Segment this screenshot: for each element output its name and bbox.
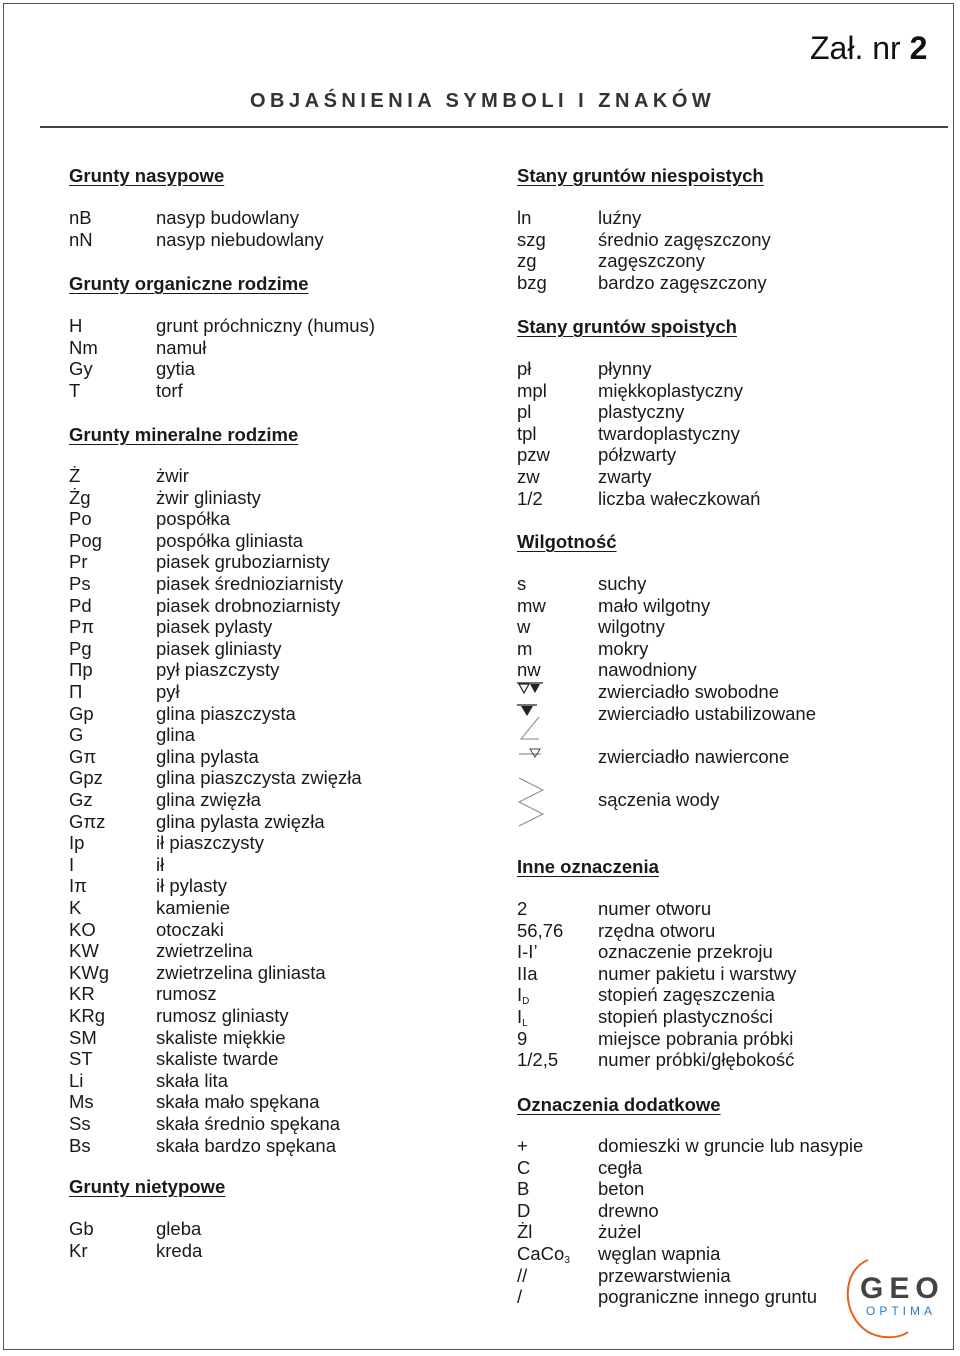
section-heading-spoiste: Stany gruntów spoistych	[517, 316, 737, 337]
legend-symbol	[69, 1005, 105, 1026]
symbol-text: w	[517, 616, 531, 638]
symbol-text: Pog	[69, 529, 102, 551]
legend-symbol	[517, 1028, 527, 1049]
legend-symbol	[517, 358, 531, 379]
legend-description: pospółka gliniasta	[156, 529, 304, 551]
symbol-text: I	[69, 853, 75, 875]
legend-symbol	[69, 487, 91, 508]
symbol-text: nw	[517, 659, 541, 681]
legend-symbol	[69, 1135, 91, 1156]
legend-symbol	[69, 1070, 83, 1091]
legend-description: węglan wapnia	[598, 1243, 721, 1264]
symbol-text: Gp	[69, 702, 94, 724]
legend-description: nasyp budowlany	[156, 207, 299, 228]
legend-description: ił piaszczysty	[156, 832, 264, 854]
water-table-free-icon	[517, 681, 547, 704]
legend-description: sączenia wody	[598, 789, 720, 810]
symbol-text: CaCo	[517, 1243, 565, 1264]
symbol-text: Iπ	[69, 875, 87, 897]
legend-description: skała średnio spękana	[156, 1113, 341, 1134]
legend-description: domieszki w gruncie lub nasypie	[598, 1135, 864, 1156]
symbol-text: nN	[69, 228, 93, 250]
legend-description: rzędna otworu	[598, 919, 716, 941]
legend-symbol	[517, 1286, 522, 1307]
legend-description: grunt próchniczny (humus)	[156, 315, 376, 336]
legend-symbol	[517, 638, 532, 659]
legend-symbol	[69, 207, 92, 228]
symbol-text: KW	[69, 940, 99, 962]
symbol-text: m	[517, 637, 533, 659]
symbol-text: Pd	[69, 594, 92, 616]
symbol-text: Gpz	[69, 767, 103, 789]
symbol-text: H	[69, 315, 83, 336]
legend-description: skała bardzo spękana	[156, 1134, 336, 1156]
section-heading-dodatkowe: Oznaczenia dodatkowe	[517, 1094, 721, 1115]
legend-symbol	[517, 573, 526, 594]
logo-main-text: GEO	[860, 1272, 945, 1305]
symbol-text: bzg	[517, 271, 547, 293]
symbol-subscript: D	[522, 996, 530, 1008]
symbol-text: zg	[517, 250, 537, 272]
legend-symbol	[69, 983, 95, 1004]
symbol-text: T	[69, 379, 81, 401]
legend-symbol	[69, 1027, 97, 1048]
logo-sub-text: OPTIMA	[866, 1304, 937, 1318]
legend-symbol	[69, 897, 81, 918]
legend-description: luźny	[598, 207, 642, 228]
legend-description: stopień plastyczności	[598, 1006, 773, 1027]
section-heading-wilgotnosc: Wilgotność	[517, 531, 617, 552]
legend-symbol	[69, 919, 96, 940]
symbol-text: D	[517, 1199, 531, 1221]
legend-description: ił	[156, 853, 165, 875]
legend-description: zwietrzelina	[156, 940, 253, 962]
legend-symbol	[69, 508, 92, 529]
symbol-text: pzw	[517, 444, 550, 466]
symbol-text: mpl	[517, 379, 547, 401]
legend-symbol	[69, 789, 93, 810]
legend-description: glina piaszczysta	[156, 702, 296, 724]
legend-description: numer pakietu i warstwy	[598, 962, 797, 984]
legend-symbol	[69, 832, 84, 853]
legend-symbol	[69, 724, 83, 745]
legend-symbol	[517, 1178, 529, 1199]
legend-symbol	[69, 703, 94, 724]
symbol-text: I	[517, 984, 523, 1006]
legend-symbol	[69, 358, 93, 379]
legend-description: zwierciadło ustabilizowane	[598, 703, 816, 724]
symbol-text: KWg	[69, 961, 110, 983]
section-heading-inne: Inne oznaczenia	[517, 856, 659, 877]
symbol-text: ST	[69, 1048, 93, 1070]
symbol-text: IIa	[517, 962, 538, 984]
symbol-text: Ms	[69, 1091, 94, 1113]
legend-symbol	[69, 638, 92, 659]
legend-symbol	[517, 423, 537, 444]
legend-symbol	[69, 616, 94, 637]
legend-description: piasek średnioziarnisty	[156, 573, 344, 594]
legend-description: glina pylasta zwięzła	[156, 810, 325, 832]
legend-symbol	[69, 551, 88, 572]
symbol-text: Pπ	[69, 616, 95, 638]
legend-description: miękkoplastyczny	[598, 379, 743, 401]
legend-symbol	[517, 207, 531, 228]
legend-description: beton	[598, 1178, 645, 1200]
legend-symbol	[69, 940, 99, 961]
symbol-subscript: L	[522, 1018, 528, 1029]
legend-description: gytia	[156, 358, 196, 380]
legend-description: glina pylasta	[156, 745, 259, 767]
legend-description: piasek pylasty	[156, 616, 273, 638]
legend-description: płynny	[598, 358, 652, 379]
symbol-text: s	[517, 573, 527, 594]
legend-description: rumosz	[156, 983, 217, 1005]
symbol-text: /	[517, 1286, 523, 1308]
legend-description: bardzo zagęszczony	[598, 271, 767, 293]
symbol-text: mw	[517, 594, 546, 616]
legend-symbol	[517, 380, 547, 401]
legend-description: skaliste miękkie	[156, 1026, 286, 1048]
legend-symbol	[517, 444, 550, 465]
legend-description: piasek gruboziarnisty	[156, 551, 330, 573]
legend-description: liczba wałeczkowań	[598, 487, 761, 509]
symbol-text: 56,76	[517, 919, 564, 941]
legend-description: stopień zagęszczenia	[598, 984, 775, 1006]
legend-description: wilgotny	[598, 616, 665, 638]
legend-description: przewarstwienia	[598, 1264, 731, 1286]
legend-description: pył	[156, 681, 180, 702]
symbol-text: pł	[517, 358, 532, 379]
legend-description: półzwarty	[598, 444, 677, 466]
seepage-icon	[517, 776, 547, 833]
legend-description: namuł	[156, 336, 207, 358]
legend-description: pył piaszczysty	[156, 659, 280, 681]
symbol-text: 1/2,5	[517, 1049, 559, 1071]
legend-description: numer próbki/głębokość	[598, 1049, 795, 1071]
legend-description: kreda	[156, 1239, 203, 1261]
legend-description: glina piaszczysta zwięzła	[156, 767, 362, 789]
legend-symbol	[69, 854, 74, 875]
legend-symbol	[69, 767, 103, 788]
symbol-text: //	[517, 1264, 528, 1286]
symbol-text: zw	[517, 466, 540, 487]
symbol-text: Pr	[69, 551, 88, 573]
symbol-text: Πp	[69, 659, 93, 681]
legend-symbol	[69, 1091, 94, 1112]
symbol-text: szg	[517, 228, 546, 250]
legend-symbol	[69, 681, 82, 702]
symbol-text: K	[69, 897, 82, 918]
legend-symbol	[517, 272, 547, 293]
legend-symbol	[517, 401, 531, 422]
attachment-prefix: Zał. nr	[810, 30, 901, 66]
symbol-text: KR	[69, 983, 95, 1005]
legend-description: żużel	[598, 1221, 642, 1243]
symbol-text: Gb	[69, 1218, 94, 1239]
legend-description: zagęszczony	[598, 250, 705, 272]
legend-symbol	[517, 466, 540, 487]
left-column	[69, 0, 489, 1356]
symbol-text: Nm	[69, 336, 98, 358]
symbol-text: I	[517, 1006, 523, 1027]
legend-description: cegła	[598, 1156, 643, 1178]
legend-description: pospółka	[156, 508, 231, 530]
symbol-text: I-I’	[517, 941, 538, 963]
symbol-text: Po	[69, 508, 92, 530]
legend-description: skała mało spękana	[156, 1091, 320, 1113]
legend-symbol	[69, 595, 92, 616]
symbol-text: KO	[69, 918, 96, 940]
symbol-text: Ż	[69, 465, 81, 486]
legend-symbol	[69, 229, 93, 250]
legend-description: drewno	[598, 1199, 659, 1221]
symbol-text: nB	[69, 207, 92, 228]
symbol-text: 2	[517, 898, 528, 919]
symbol-text: SM	[69, 1026, 97, 1048]
symbol-text: ln	[517, 207, 532, 228]
section-heading-mineralne: Grunty mineralne rodzime	[69, 424, 299, 445]
symbol-text: 1/2	[517, 487, 543, 509]
legend-description: zwierciadło swobodne	[598, 681, 779, 702]
legend-symbol	[517, 250, 537, 271]
legend-symbol	[69, 659, 93, 680]
legend-symbol	[69, 811, 105, 832]
legend-description: miejsce pobrania próbki	[598, 1027, 794, 1049]
legend-description: twardoplastyczny	[598, 422, 740, 444]
legend-symbol	[517, 941, 538, 962]
attachment-number: 2	[909, 30, 928, 66]
legend-symbol	[517, 229, 546, 250]
symbol-text: Bs	[69, 1134, 91, 1156]
legend-description: skaliste twarde	[156, 1048, 279, 1070]
symbol-text: C	[517, 1156, 531, 1178]
legend-description: oznaczenie przekroju	[598, 941, 773, 963]
symbol-text: Żg	[69, 486, 91, 508]
legend-description: piasek drobnoziarnisty	[156, 594, 341, 616]
legend-description: zwietrzelina gliniasta	[156, 961, 326, 983]
symbol-text: Gπ	[69, 745, 97, 767]
legend-symbol	[69, 1113, 91, 1134]
symbol-text: Żl	[517, 1221, 533, 1243]
symbol-text: KRg	[69, 1005, 105, 1026]
legend-symbol	[517, 963, 538, 984]
legend-description: otoczaki	[156, 918, 224, 940]
legend-symbol	[517, 659, 541, 680]
legend-symbol	[517, 1157, 530, 1178]
geo-optima-logo	[838, 1252, 950, 1342]
legend-symbol	[517, 898, 527, 919]
symbol-text: Π	[69, 681, 83, 702]
legend-symbol	[69, 875, 87, 896]
symbol-text: B	[517, 1178, 530, 1200]
legend-description: numer otworu	[598, 898, 712, 919]
symbol-text: Li	[69, 1069, 84, 1091]
legend-symbol	[517, 1265, 527, 1286]
legend-description: rumosz gliniasty	[156, 1005, 289, 1026]
legend-symbol	[517, 1135, 528, 1156]
symbol-text: tpl	[517, 422, 537, 444]
legend-symbol	[69, 380, 80, 401]
legend-description: skała lita	[156, 1069, 228, 1091]
symbol-subscript: 3	[564, 1255, 570, 1266]
legend-symbol	[517, 1221, 532, 1242]
legend-symbol	[69, 530, 102, 551]
legend-description: plastyczny	[598, 401, 685, 423]
legend-symbol	[517, 1049, 558, 1070]
legend-symbol	[69, 337, 98, 358]
legend-symbol	[69, 962, 109, 983]
legend-description: suchy	[598, 573, 647, 594]
legend-symbol	[69, 1240, 88, 1261]
legend-description: żwir gliniasty	[156, 486, 261, 508]
legend-description: torf	[156, 379, 183, 401]
legend-description: nasyp niebudowlany	[156, 228, 324, 250]
legend-symbol	[517, 595, 546, 616]
legend-description: żwir	[156, 465, 189, 486]
section-heading-niespoiste: Stany gruntów niespoistych	[517, 165, 764, 186]
symbol-text: Kr	[69, 1239, 88, 1261]
legend-symbol	[517, 616, 530, 637]
legend-description: zwierciadło nawiercone	[598, 746, 790, 767]
symbol-text: pl	[517, 401, 532, 423]
legend-description: zwarty	[598, 466, 652, 487]
water-table-drilled-icon	[517, 746, 547, 769]
legend-symbol	[517, 1200, 530, 1221]
legend-description: ił pylasty	[156, 875, 227, 897]
legend-description: glina	[156, 724, 196, 746]
legend-symbol	[69, 315, 82, 336]
legend-symbol	[69, 573, 91, 594]
legend-description: kamienie	[156, 897, 231, 918]
legend-symbol	[69, 746, 96, 767]
symbol-text: Pg	[69, 637, 92, 659]
legend-symbol	[517, 488, 543, 509]
symbol-text: Gπz	[69, 810, 106, 832]
right-column	[517, 0, 947, 1356]
symbol-text: 9	[517, 1027, 528, 1049]
legend-description: gleba	[156, 1218, 202, 1239]
legend-description: glina zwięzła	[156, 789, 261, 810]
section-heading-organiczne: Grunty organiczne rodzime	[69, 273, 309, 294]
legend-description: nawodniony	[598, 659, 697, 681]
symbol-text: G	[69, 724, 84, 746]
symbol-text: Ps	[69, 573, 91, 594]
legend-symbol	[69, 1048, 93, 1069]
page-title: OBJAŚNIENIA SYMBOLI I ZNAKÓW	[250, 90, 716, 112]
symbol-text: Ip	[69, 832, 85, 854]
legend-description: średnio zagęszczony	[598, 228, 771, 250]
legend-description: piasek gliniasty	[156, 637, 282, 659]
legend-description: pograniczne innego gruntu	[598, 1286, 818, 1308]
symbol-text: Gy	[69, 358, 93, 380]
legend-symbol	[69, 1218, 94, 1239]
legend-description: mało wilgotny	[598, 594, 711, 616]
symbol-text: +	[517, 1135, 528, 1156]
legend-symbol	[517, 920, 563, 941]
symbol-text: Ss	[69, 1113, 91, 1134]
symbol-text: Gz	[69, 789, 93, 810]
section-heading-nasypowe: Grunty nasypowe	[69, 165, 225, 186]
section-heading-nietypowe: Grunty nietypowe	[69, 1176, 226, 1197]
legend-symbol	[69, 465, 80, 486]
legend-description: mokry	[598, 637, 649, 659]
